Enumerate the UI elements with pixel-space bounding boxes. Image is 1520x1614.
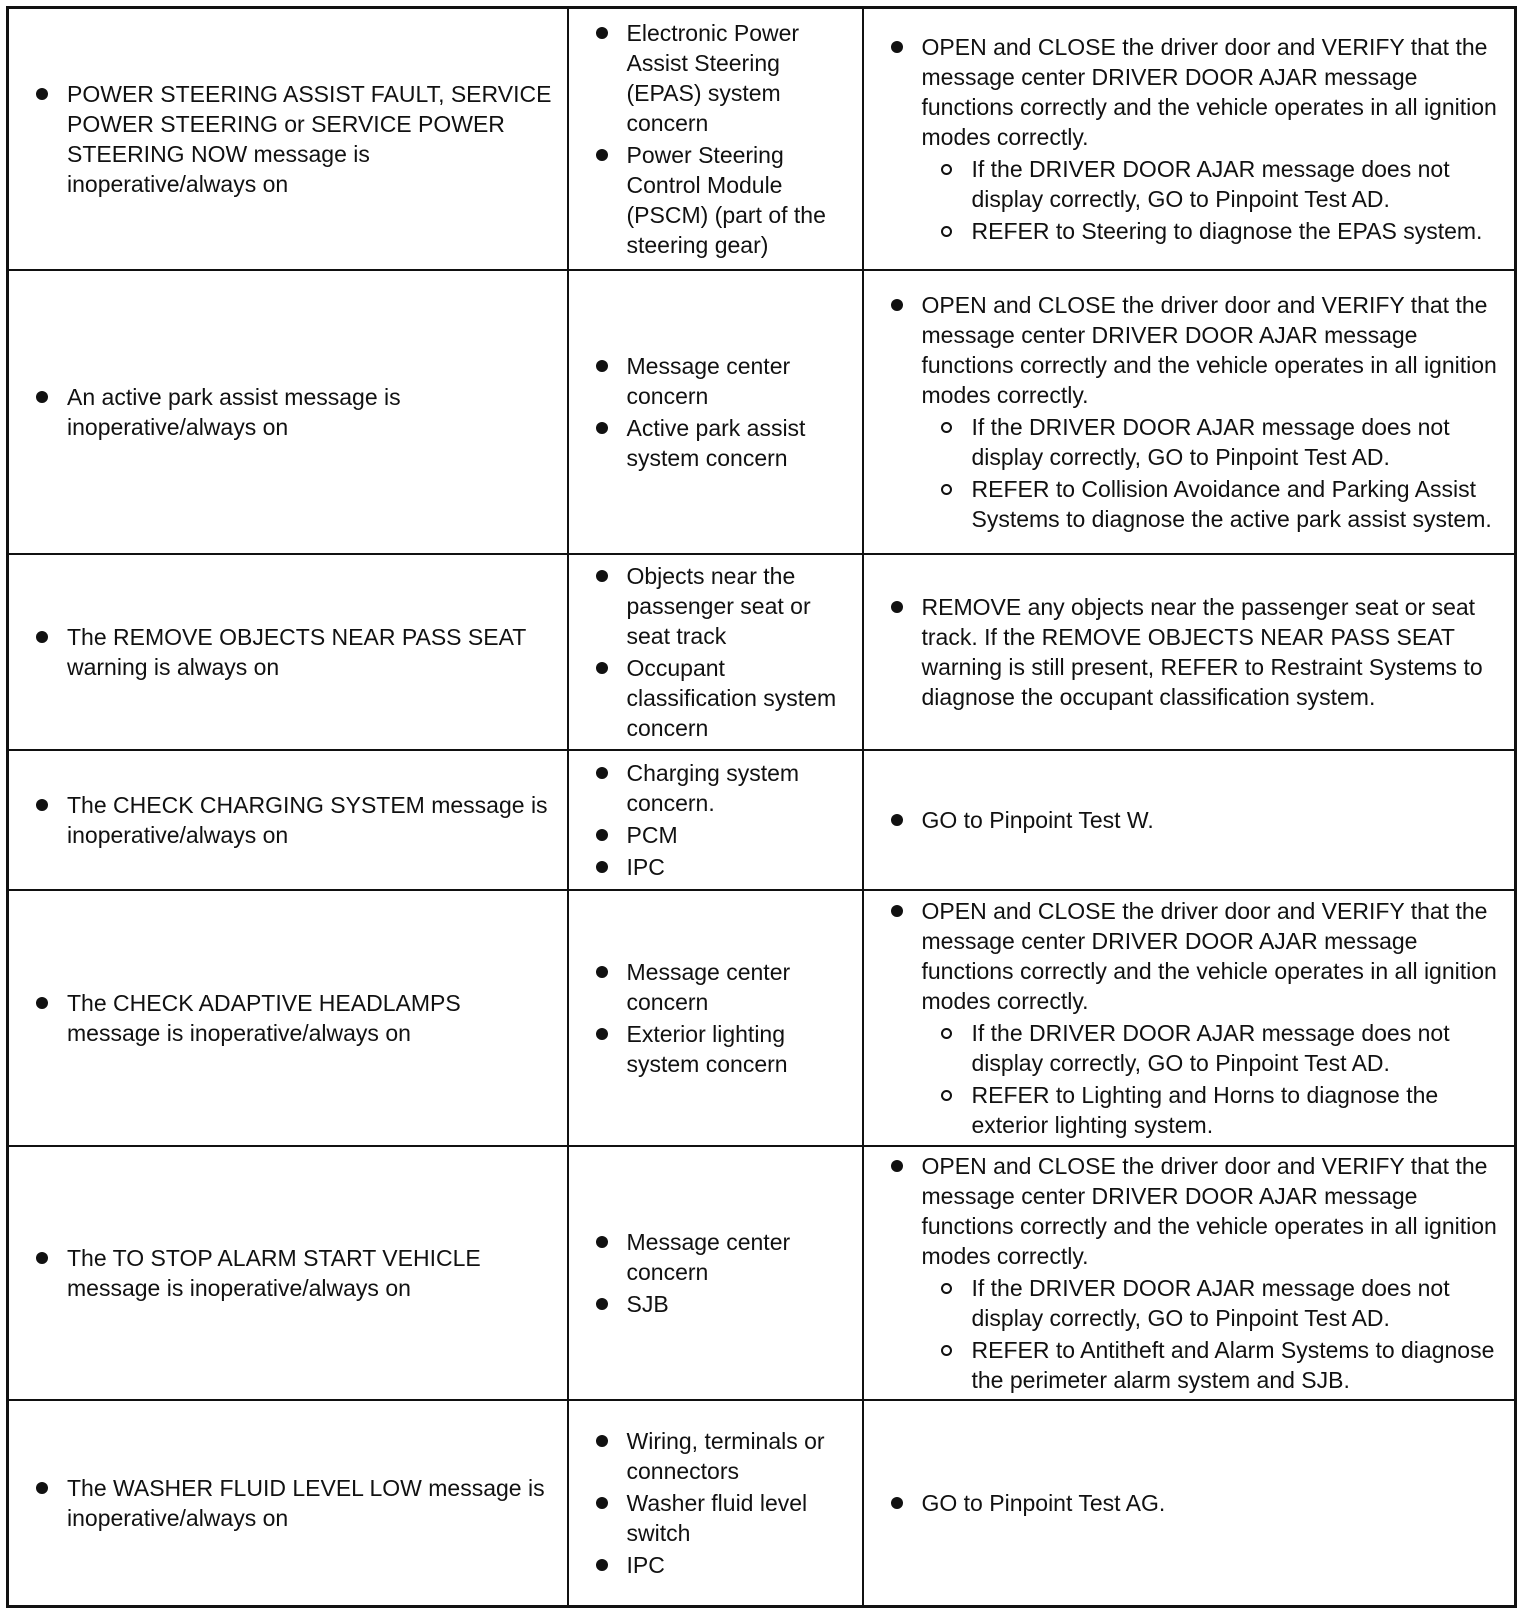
hollow-bullet-icon	[941, 1345, 952, 1356]
cause-item-text: Message center concern	[626, 959, 791, 1016]
symptom-chart-body	[8, 8, 1516, 1607]
action-subitem-text: REFER to Lighting and Horns to diagnose the exterior lighting system.	[971, 1082, 1439, 1139]
cause-list	[569, 561, 862, 743]
bullet-icon	[36, 997, 48, 1009]
symptom-list	[9, 622, 567, 682]
bullet-icon	[36, 631, 48, 643]
action-list	[864, 290, 1515, 534]
symptom-list	[9, 1243, 567, 1303]
bullet-icon	[596, 360, 608, 372]
cause-item-text: Objects near the passenger seat or seat track	[626, 562, 811, 649]
symptom-item-text: The TO STOP ALARM START VEHICLE message is inoperative/always on	[67, 1245, 481, 1302]
table-row	[8, 890, 1516, 1146]
action-subitem-text: If the DRIVER DOOR AJAR message does not display correctly, GO to Pinpoint Test AD.	[971, 1275, 1450, 1332]
cause-list	[569, 957, 862, 1079]
action-list	[864, 805, 1515, 835]
action-subitem	[922, 1080, 1505, 1140]
symptom-item	[9, 79, 567, 199]
action-item	[864, 1151, 1515, 1395]
cause-item	[569, 957, 862, 1017]
cause-item-text: Exterior lighting system concern	[626, 1021, 788, 1078]
cause-item	[569, 18, 862, 138]
cause-cell	[568, 1146, 863, 1400]
cause-item	[569, 413, 862, 473]
cause-item	[569, 561, 862, 651]
cause-item	[569, 1289, 862, 1319]
bullet-icon	[36, 799, 48, 811]
hollow-bullet-icon	[941, 422, 952, 433]
cause-item-text: Message center concern	[626, 1229, 791, 1286]
action-subitem-text: If the DRIVER DOOR AJAR message does not display correctly, GO to Pinpoint Test AD.	[971, 155, 1450, 212]
cause-item-text: SJB	[626, 1291, 669, 1318]
action-sublist	[922, 412, 1505, 534]
bullet-icon	[596, 1236, 608, 1248]
symptom-list	[9, 79, 567, 199]
action-item	[864, 592, 1515, 712]
bullet-icon	[596, 570, 608, 582]
cause-item	[569, 820, 862, 850]
action-item-text: GO to Pinpoint Test W.	[921, 806, 1154, 833]
bullet-icon	[596, 422, 608, 434]
bullet-icon	[36, 1252, 48, 1264]
action-subitem-text: REFER to Collision Avoidance and Parking Assist Systems to diagnose the active park assist system.	[971, 475, 1492, 532]
table-row	[8, 270, 1516, 554]
cause-item	[569, 140, 862, 260]
action-sublist	[922, 154, 1505, 246]
bullet-icon	[891, 1497, 903, 1509]
action-subitem	[922, 154, 1505, 214]
action-cell	[863, 750, 1516, 890]
bullet-icon	[596, 149, 608, 161]
action-subitem	[922, 412, 1505, 472]
symptom-item-text: POWER STEERING ASSIST FAULT, SERVICE POWER STEERING or SERVICE POWER STEERING NOW message is inoperative/always on	[67, 80, 552, 197]
bullet-icon	[596, 662, 608, 674]
action-item-text: OPEN and CLOSE the driver door and VERIFY that the message center DRIVER DOOR AJAR message functions correctly and the vehicle operates in all ignition modes correctly.	[921, 33, 1497, 150]
hollow-bullet-icon	[941, 1028, 952, 1039]
action-item-text: OPEN and CLOSE the driver door and VERIFY that the message center DRIVER DOOR AJAR message functions correctly and the vehicle operates in all ignition modes correctly.	[921, 898, 1497, 1015]
bullet-icon	[891, 1160, 903, 1172]
symptom-cell	[8, 1400, 568, 1606]
bullet-icon	[596, 1559, 608, 1571]
symptom-cell	[8, 8, 568, 270]
cause-item	[569, 1550, 862, 1580]
action-cell	[863, 890, 1516, 1146]
symptom-item-text: The CHECK CHARGING SYSTEM message is inoperative/always on	[67, 791, 548, 848]
bullet-icon	[596, 1435, 608, 1447]
action-cell	[863, 554, 1516, 750]
bullet-icon	[891, 41, 903, 53]
action-list	[864, 896, 1515, 1140]
action-subitem	[922, 474, 1505, 534]
cause-cell	[568, 554, 863, 750]
cause-list	[569, 1227, 862, 1319]
bullet-icon	[596, 767, 608, 779]
table-row	[8, 8, 1516, 270]
bullet-icon	[36, 88, 48, 100]
action-item-text: OPEN and CLOSE the driver door and VERIFY that the message center DRIVER DOOR AJAR message functions correctly and the vehicle operates in all ignition modes correctly.	[921, 291, 1497, 408]
bullet-icon	[891, 814, 903, 826]
cause-cell	[568, 750, 863, 890]
cause-cell	[568, 1400, 863, 1606]
cause-list	[569, 1426, 862, 1580]
action-subitem	[922, 216, 1505, 246]
action-subitem-text: If the DRIVER DOOR AJAR message does not display correctly, GO to Pinpoint Test AD.	[971, 1020, 1450, 1077]
hollow-bullet-icon	[941, 1090, 952, 1101]
action-list	[864, 32, 1515, 246]
action-item	[864, 1488, 1515, 1518]
action-item	[864, 32, 1515, 246]
hollow-bullet-icon	[941, 226, 952, 237]
cause-item-text: Message center concern	[626, 352, 791, 409]
table-row	[8, 554, 1516, 750]
action-item-text: REMOVE any objects near the passenger seat or seat track. If the REMOVE OBJECTS NEAR PASS SEAT warning is still present, REFER to Restraint Systems to diagnose the occupant classification system.	[921, 593, 1483, 710]
symptom-item	[9, 790, 567, 850]
hollow-bullet-icon	[941, 164, 952, 175]
action-subitem	[922, 1335, 1505, 1395]
action-subitem	[922, 1018, 1505, 1078]
cause-item-text: Electronic Power Assist Steering (EPAS) system concern	[626, 19, 800, 136]
bullet-icon	[891, 299, 903, 311]
symptom-list	[9, 988, 567, 1048]
symptom-cell	[8, 750, 568, 890]
symptom-item-text: The REMOVE OBJECTS NEAR PASS SEAT warning is always on	[67, 623, 526, 680]
bullet-icon	[596, 27, 608, 39]
symptom-item	[9, 382, 567, 442]
cause-cell	[568, 270, 863, 554]
cause-item	[569, 1227, 862, 1287]
bullet-icon	[596, 829, 608, 841]
action-cell	[863, 270, 1516, 554]
symptom-item	[9, 622, 567, 682]
bullet-icon	[36, 391, 48, 403]
cause-item-text: Occupant classification system concern	[626, 654, 837, 741]
bullet-icon	[596, 966, 608, 978]
symptom-cell	[8, 1146, 568, 1400]
action-subitem-text: REFER to Steering to diagnose the EPAS system.	[971, 217, 1483, 244]
cause-item	[569, 758, 862, 818]
cause-item-text: IPC	[626, 1552, 665, 1579]
cause-item	[569, 351, 862, 411]
cause-item-text: IPC	[626, 853, 665, 880]
cause-list	[569, 758, 862, 882]
action-sublist	[922, 1018, 1505, 1140]
action-item	[864, 896, 1515, 1140]
cause-list	[569, 351, 862, 473]
table-row	[8, 1146, 1516, 1400]
symptom-item-text: The WASHER FLUID LEVEL LOW message is inoperative/always on	[67, 1475, 545, 1532]
cause-item	[569, 653, 862, 743]
symptom-cell	[8, 270, 568, 554]
bullet-icon	[596, 1028, 608, 1040]
symptom-item	[9, 988, 567, 1048]
cause-cell	[568, 8, 863, 270]
action-item-text: OPEN and CLOSE the driver door and VERIFY that the message center DRIVER DOOR AJAR message functions correctly and the vehicle operates in all ignition modes correctly.	[921, 1153, 1497, 1270]
symptom-item-text: An active park assist message is inoperative/always on	[67, 383, 401, 440]
symptom-item	[9, 1243, 567, 1303]
bullet-icon	[596, 1497, 608, 1509]
symptom-item-text: The CHECK ADAPTIVE HEADLAMPS message is inoperative/always on	[67, 990, 461, 1047]
symptom-chart-table	[6, 6, 1517, 1608]
hollow-bullet-icon	[941, 484, 952, 495]
table-row	[8, 1400, 1516, 1606]
cause-item-text: Power Steering Control Module (PSCM) (part of the steering gear)	[626, 141, 826, 258]
cause-item-text: Active park assist system concern	[626, 414, 806, 471]
cause-item-text: Washer fluid level switch	[626, 1490, 808, 1547]
bullet-icon	[596, 861, 608, 873]
action-sublist	[922, 1273, 1505, 1395]
symptom-cell	[8, 554, 568, 750]
action-item-text: GO to Pinpoint Test AG.	[921, 1490, 1166, 1517]
symptom-list	[9, 790, 567, 850]
diagnostic-sheet	[6, 6, 1514, 1608]
cause-item	[569, 1019, 862, 1079]
action-list	[864, 1151, 1515, 1395]
action-subitem	[922, 1273, 1505, 1333]
cause-item	[569, 1488, 862, 1548]
cause-list	[569, 18, 862, 260]
cause-item-text: PCM	[626, 821, 678, 848]
cause-item-text: Wiring, terminals or connectors	[626, 1428, 825, 1485]
action-subitem-text: If the DRIVER DOOR AJAR message does not display correctly, GO to Pinpoint Test AD.	[971, 413, 1450, 470]
bullet-icon	[596, 1298, 608, 1310]
cause-item-text: Charging system concern.	[626, 759, 800, 816]
symptom-cell	[8, 890, 568, 1146]
symptom-list	[9, 382, 567, 442]
action-list	[864, 1488, 1515, 1518]
cause-item	[569, 852, 862, 882]
symptom-item	[9, 1473, 567, 1533]
action-cell	[863, 8, 1516, 270]
symptom-list	[9, 1473, 567, 1533]
hollow-bullet-icon	[941, 1283, 952, 1294]
action-list	[864, 592, 1515, 712]
table-row	[8, 750, 1516, 890]
action-item	[864, 805, 1515, 835]
action-cell	[863, 1400, 1516, 1606]
cause-item	[569, 1426, 862, 1486]
action-cell	[863, 1146, 1516, 1400]
action-subitem-text: REFER to Antitheft and Alarm Systems to diagnose the perimeter alarm system and SJB.	[971, 1337, 1495, 1394]
bullet-icon	[36, 1482, 48, 1494]
bullet-icon	[891, 601, 903, 613]
bullet-icon	[891, 905, 903, 917]
cause-cell	[568, 890, 863, 1146]
action-item	[864, 290, 1515, 534]
